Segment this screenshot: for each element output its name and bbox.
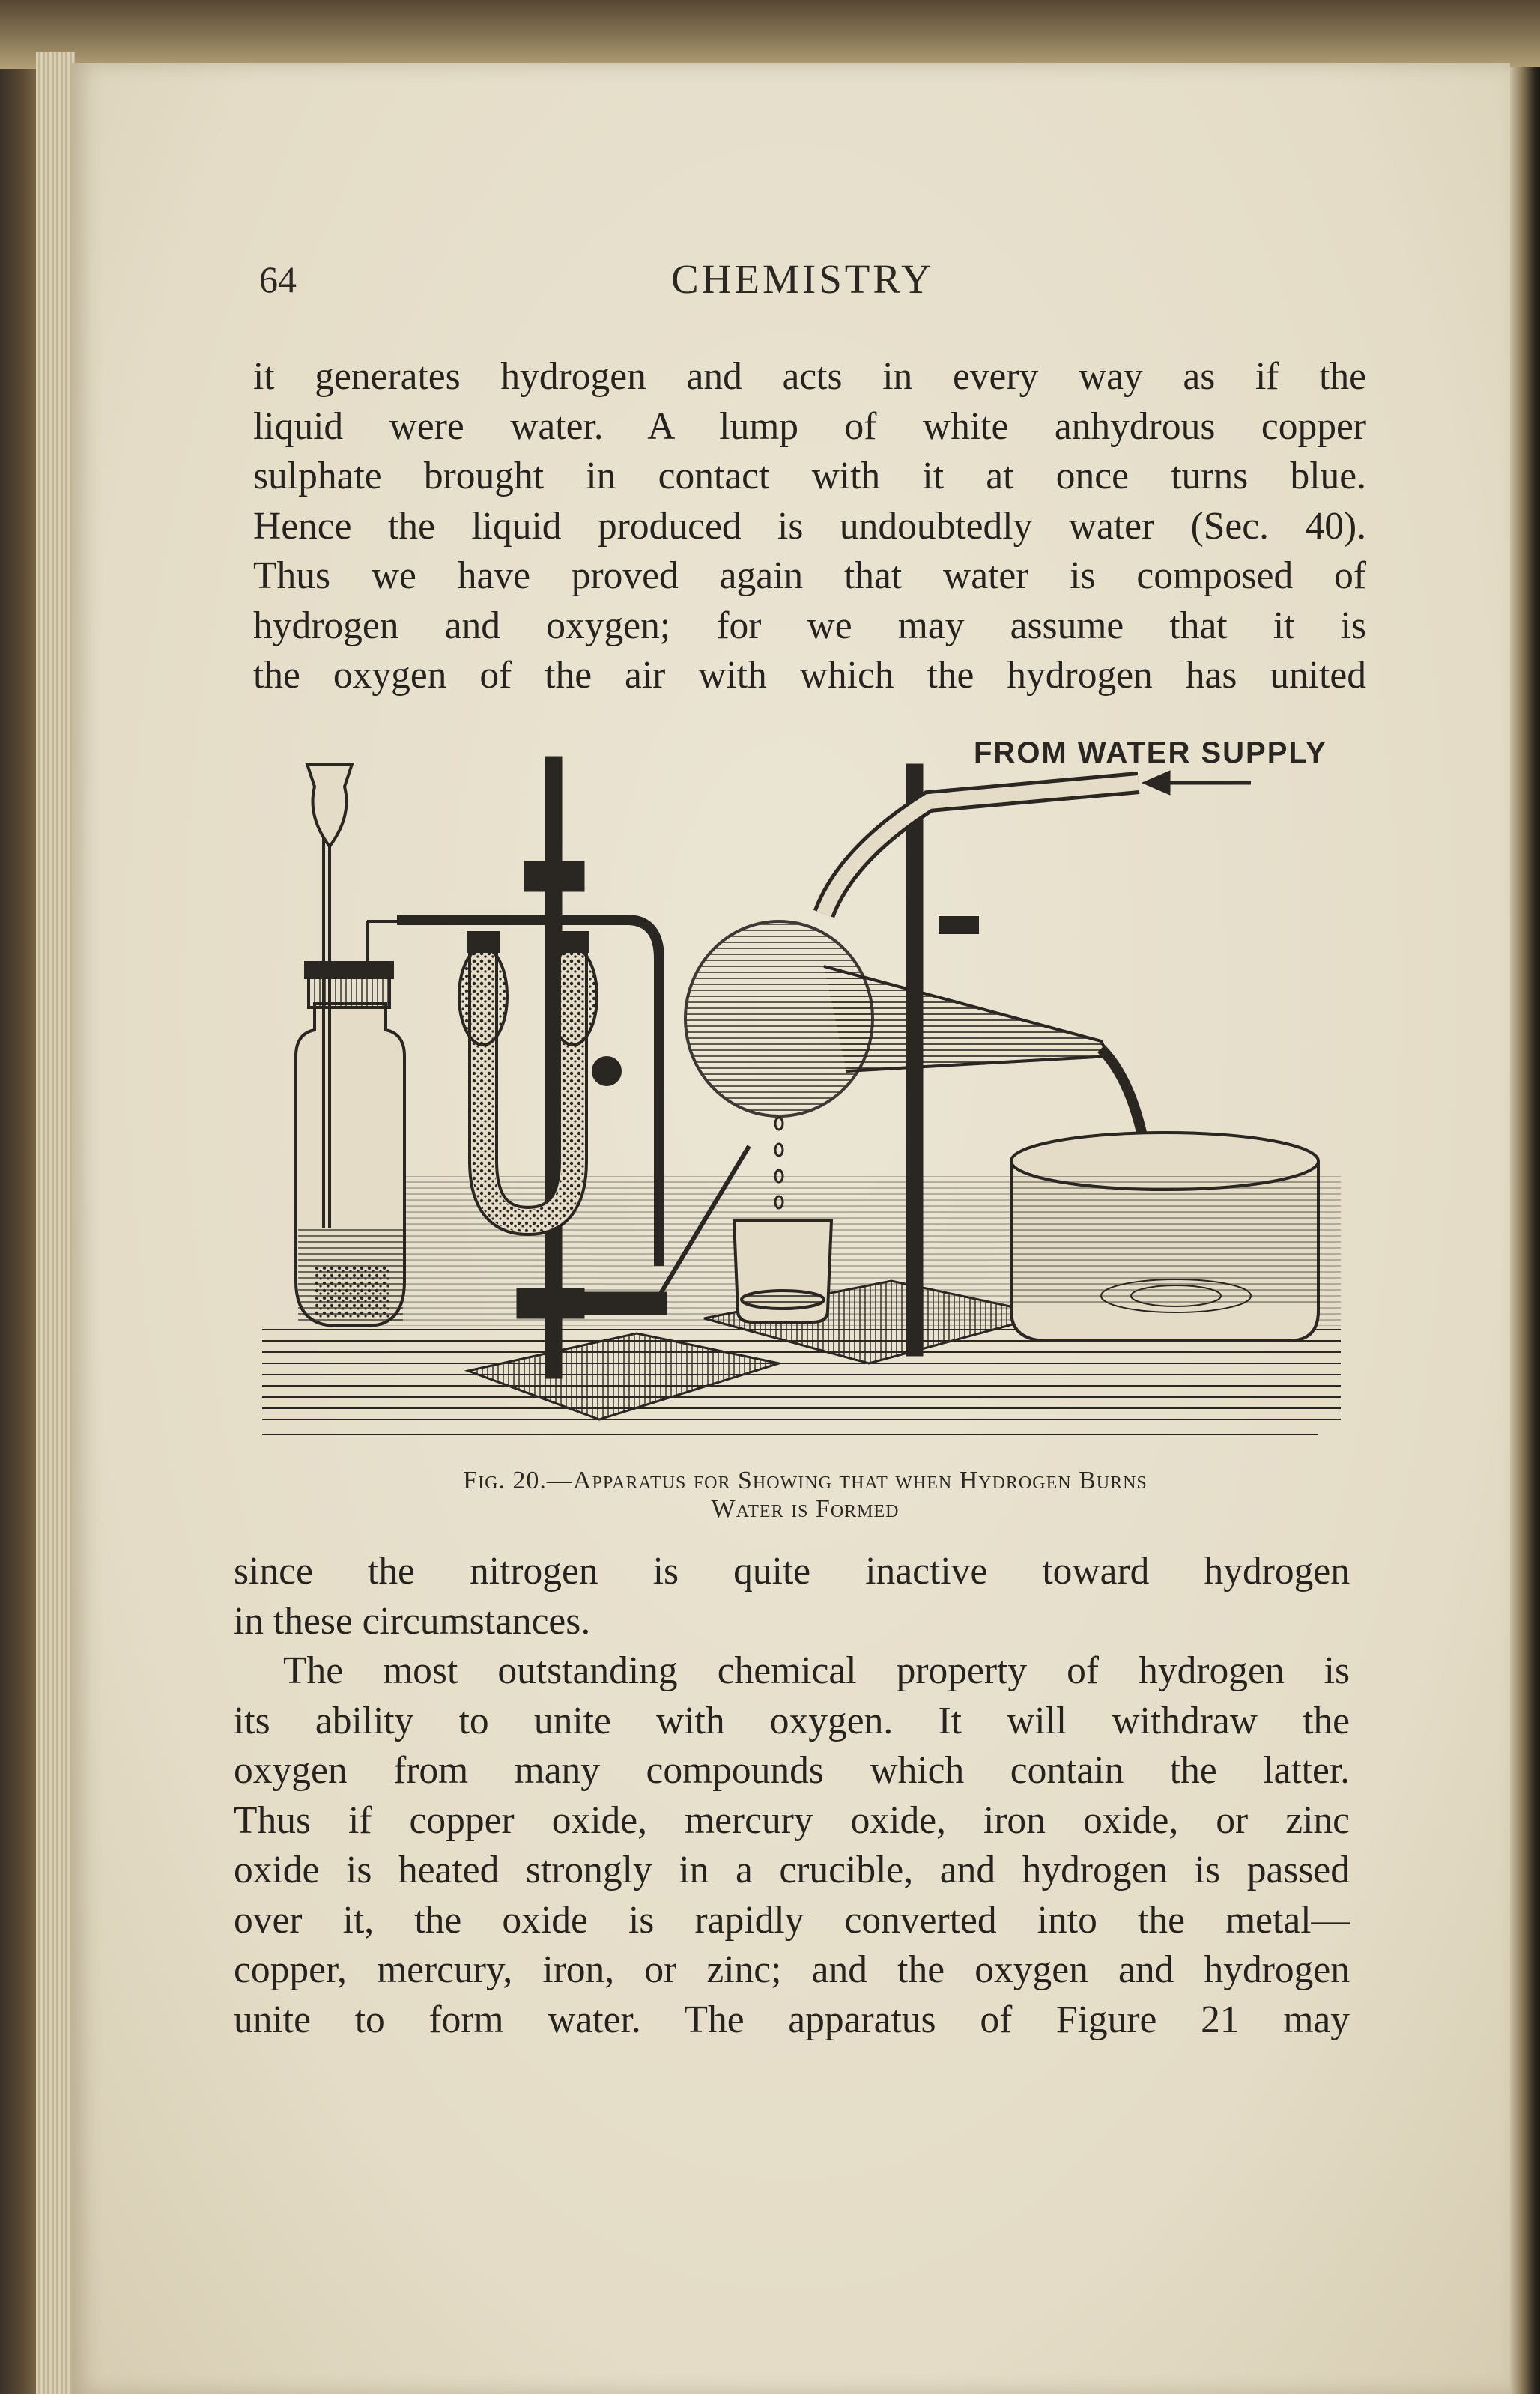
- caption-line: Fig. 20.—Apparatus for Showing that when Hydrogen Burns: [463, 1467, 1148, 1494]
- text-line: The most outstanding chemical property of hydrogen is: [283, 1649, 1350, 1692]
- water-trough: [1011, 1133, 1318, 1341]
- text-line: sulphate brought in contact with it at once turns blue.: [253, 455, 1366, 497]
- text-line: over it, the oxide is rapidly converted into the metal—: [234, 1898, 1350, 1942]
- text-line: oxygen from many compounds which contain the latter.: [234, 1749, 1350, 1792]
- text-line: Thus if copper oxide, mercury oxide, iron oxide, or zinc: [234, 1798, 1350, 1842]
- text-line: liquid were water. A lump of white anhydrous copper: [253, 404, 1366, 448]
- paragraph-top: [253, 352, 1366, 701]
- hydrogen-generator-bottle: [296, 764, 404, 1326]
- text-line: in these circumstances.: [234, 1599, 591, 1643]
- page-number: 64: [259, 258, 297, 300]
- book-top-edge: [0, 0, 1540, 69]
- running-head: CHEMISTRY: [671, 256, 934, 302]
- book-right-edge: [1510, 67, 1540, 2394]
- text-line: oxide is heated strongly in a crucible, and hydrogen is passed: [234, 1849, 1350, 1891]
- text-line: since the nitrogen is quite inactive toward hydrogen: [234, 1550, 1350, 1593]
- text-line: its ability to unite with oxygen. It will withdraw the: [234, 1699, 1350, 1742]
- caption-line: Water is Formed: [711, 1495, 900, 1523]
- arrow-icon: [1146, 773, 1251, 793]
- figure-caption: [255, 1467, 1356, 1524]
- text-line: it generates hydrogen and acts in every way as if the: [253, 355, 1366, 398]
- text-line: unite to form water. The apparatus of Figure 21 may: [234, 1998, 1350, 2041]
- water-supply-label: FROM WATER SUPPLY: [974, 742, 1327, 769]
- text-line: Thus we have proved again that water is composed of: [253, 554, 1366, 597]
- text-line: copper, mercury, iron, or zinc; and the oxygen and hydrogen: [234, 1948, 1350, 1991]
- collecting-beaker: [734, 1221, 831, 1322]
- apparatus-figure: [255, 742, 1356, 1461]
- page-header: [259, 253, 1368, 306]
- text-line: the oxygen of the air with which the hydrogen has united: [253, 654, 1366, 697]
- paragraph-bottom: [234, 1547, 1350, 2045]
- text-line: Hence the liquid produced is undoubtedly water (Sec. 40).: [253, 504, 1366, 548]
- page-stack-edge: [36, 52, 75, 2394]
- text-line: hydrogen and oxygen; for we may assume that it is: [253, 604, 1366, 647]
